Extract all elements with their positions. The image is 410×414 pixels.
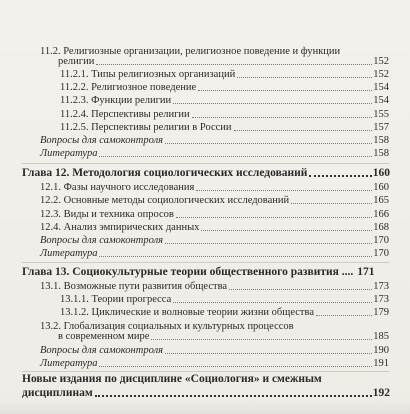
toc-entry-literature-13 [40, 357, 389, 370]
toc-entry-title: в современном мире [58, 331, 150, 342]
leader-dots [176, 217, 372, 218]
divider [22, 163, 390, 164]
toc-entry-title: Литература [40, 148, 98, 159]
toc-page-number: 171 [357, 266, 375, 278]
toc-chapter-title: дисциплинам [22, 387, 93, 399]
leader-dots [309, 175, 371, 177]
leader-dots [291, 203, 372, 204]
toc-entry-11-2-2 [60, 81, 389, 94]
toc-page-number: 154 [373, 82, 389, 93]
toc-new-editions-line1: Новые издания по дисциплине «Социология» и смежным [22, 373, 322, 385]
leader-dots [237, 77, 372, 78]
toc-entry-title: 11.2.4. Перспективы религии [60, 109, 190, 120]
leader-dots [95, 395, 372, 397]
toc-entry-title: 11.2.1. Типы религиозных организаций [60, 69, 236, 80]
toc-entry-title: 13.1.1. Теории прогресса [60, 294, 172, 305]
toc-entry-title: 11.2.3. Функции религии [60, 95, 172, 106]
toc-entry-11-2 [58, 55, 389, 68]
toc-chapter-title: Глава 13. Социокультурные теории общественного развития .... [22, 266, 354, 278]
toc-page-number: 192 [372, 387, 390, 399]
toc-page-number: 152 [373, 56, 389, 67]
leader-dots [234, 130, 373, 131]
toc-page-number: 166 [373, 209, 389, 220]
toc-page-number: 158 [373, 135, 389, 146]
toc-entry-12-2 [40, 194, 389, 207]
divider [22, 262, 390, 263]
toc-page-number: 179 [373, 307, 389, 318]
toc-entry-questions-12 [40, 234, 389, 247]
leader-dots [99, 256, 372, 257]
toc-entry-11-2-line1: 11.2. Религиозные организации, религиозное поведение и функции [40, 46, 341, 57]
toc-page-number: 160 [373, 182, 389, 193]
toc-entry-13-1-2 [60, 306, 389, 319]
toc-page-number: 168 [373, 222, 389, 233]
toc-page-number: 154 [373, 95, 389, 106]
toc-entry-title: Литература [40, 248, 98, 259]
toc-entry-12-1 [40, 181, 389, 194]
toc-page-number: 155 [373, 109, 389, 120]
leader-dots [165, 353, 372, 354]
toc-chapter-title: Глава 12. Методология социологических исследований [22, 167, 308, 179]
toc-entry-13-2 [58, 330, 389, 343]
toc-entry-title: 12.4. Анализ эмпирических данных [40, 222, 200, 233]
toc-entry-title: Вопросы для самоконтроля [40, 235, 164, 246]
toc-entry-12-3 [40, 208, 389, 221]
toc-entry-title: 11.2.5. Перспективы религии в России [60, 122, 232, 133]
leader-dots [192, 117, 373, 118]
toc-page-number: 170 [373, 248, 389, 259]
leader-dots [96, 64, 372, 65]
leader-dots [151, 339, 372, 340]
toc-page-number: 173 [373, 281, 389, 292]
toc-entry-literature-12 [40, 247, 389, 260]
toc-entry-questions-13 [40, 344, 389, 357]
leader-dots [173, 302, 372, 303]
toc-entry-title: 12.1. Фазы научного исследования [40, 182, 195, 193]
toc-entry-11-2-5 [60, 121, 389, 134]
toc-entry-13-1-1 [60, 293, 389, 306]
toc-entry-title: религии [58, 56, 95, 67]
toc-entry-title: 12.2. Основные методы социологических исследований [40, 195, 290, 206]
leader-dots [173, 103, 372, 104]
toc-chapter-13 [22, 265, 390, 279]
toc-entry-title: Литература [40, 358, 98, 369]
toc-entry-title: 13.1. Возможные пути развития общества [40, 281, 228, 292]
toc-page-number: 190 [373, 345, 389, 356]
toc-entry-11-2-3 [60, 94, 389, 107]
toc-entry-13-2-line1: 13.2. Глобализация социальных и культурных процессов [40, 321, 294, 332]
toc-entry-title: 12.3. Виды и техника опросов [40, 209, 174, 220]
toc-entry-13-1 [40, 280, 389, 293]
leader-dots [198, 90, 372, 91]
toc-entry-title: Вопросы для самоконтроля [40, 345, 164, 356]
toc-entry-literature-11 [40, 147, 389, 160]
leader-dots [165, 143, 372, 144]
leader-dots [165, 243, 372, 244]
leader-dots [316, 315, 372, 316]
leader-dots [201, 230, 372, 231]
toc-page-number: 173 [373, 294, 389, 305]
toc-entry-11-2-4 [60, 108, 389, 121]
toc-chapter-12 [22, 166, 390, 180]
toc-entry-title: Вопросы для самоконтроля [40, 135, 164, 146]
toc-entry-title: 13.1.2. Циклические и волновые теории жизни общества [60, 307, 315, 318]
toc-page-number: 191 [373, 358, 389, 369]
toc-page-number: 157 [373, 122, 389, 133]
leader-dots [229, 289, 372, 290]
toc-new-editions [22, 386, 390, 400]
toc-page-number: 185 [373, 331, 389, 342]
toc-page-number: 165 [373, 195, 389, 206]
toc-entry-title: 11.2.2. Религиозное поведение [60, 82, 197, 93]
leader-dots [99, 366, 372, 367]
toc-page-number: 152 [373, 69, 389, 80]
toc-page-number: 160 [372, 167, 390, 179]
leader-dots [99, 156, 372, 157]
toc-entry-11-2-1 [60, 68, 389, 81]
page-bottom-shadow [0, 400, 410, 414]
toc-entry-12-4 [40, 221, 389, 234]
toc-page-number: 158 [373, 148, 389, 159]
toc-page-number: 170 [373, 235, 389, 246]
toc-entry-questions-11 [40, 134, 389, 147]
leader-dots [196, 190, 372, 191]
